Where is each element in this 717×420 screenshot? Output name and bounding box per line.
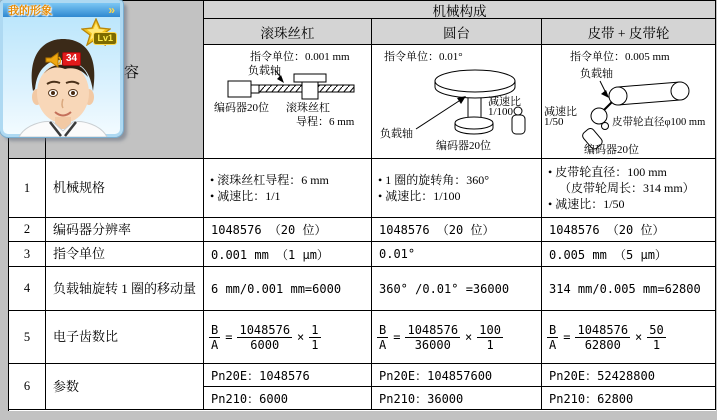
- gear-ratio-cell-belt-pulley: [542, 311, 716, 364]
- row-number: 1: [9, 159, 46, 218]
- equals-sign: =: [563, 330, 571, 344]
- gear-a: A: [211, 337, 219, 352]
- content-header-partial-text: 容: [124, 65, 140, 81]
- row-number: 2: [9, 218, 46, 242]
- level-badge: Lv1: [93, 32, 117, 45]
- row-number: 5: [9, 311, 46, 364]
- avatar-title: 我的形象: [8, 5, 52, 17]
- equals-sign: =: [393, 330, 401, 344]
- travel-cell: 314 mm/0.005 mm=62800: [542, 267, 716, 311]
- gear-ratio-cell-round-table: [372, 311, 542, 364]
- fraction-denominator: 1: [652, 337, 661, 352]
- ball-screw-encoder-label: 编码器20位: [214, 102, 269, 114]
- spec-line: • 1 圈的旋转角：360°: [378, 173, 490, 187]
- travel-cell: 6 mm/0.001 mm=6000: [204, 267, 372, 311]
- gear-main-fraction: [237, 323, 292, 352]
- round-table-reduction-value: 1/100: [488, 106, 514, 118]
- round-table-unit-label: 指令单位：0.01°: [384, 51, 463, 63]
- ball-screw-unit-label: 指令单位：0.001 mm: [250, 51, 350, 63]
- gear-b: B: [211, 322, 219, 337]
- motor-body-shape: [512, 115, 525, 134]
- small-pulley-shape: [591, 108, 607, 124]
- gear-a: A: [379, 337, 387, 352]
- avatar-titlebar[interactable]: [3, 3, 120, 17]
- spec-cell-ball-screw: [204, 159, 372, 218]
- gear-a: A: [549, 337, 557, 352]
- table-title: 机械构成: [204, 1, 716, 19]
- travel-cell: 360° /0.01° =36000: [372, 267, 542, 311]
- fraction-numerator: 1048576: [577, 322, 629, 337]
- belt-load-label: 负载轴: [580, 68, 613, 80]
- belt-unit-label: 指令单位：0.005 mm: [570, 51, 670, 63]
- column-header-belt-pulley: 皮带 + 皮带轮: [542, 19, 716, 45]
- fraction-denominator: 62800: [584, 337, 621, 352]
- row-number: 6: [9, 364, 46, 410]
- row-number: 3: [9, 242, 46, 267]
- spec-line: • 滚珠丝杠导程：6 mm: [210, 173, 329, 187]
- motor-encoder-shape: [228, 81, 251, 97]
- belt-reduction-label: 减速比: [544, 106, 577, 118]
- diagram-round-table: [372, 45, 542, 159]
- unit-cell: 0.01°: [372, 242, 542, 267]
- gear-mult-fraction: [477, 323, 503, 352]
- resolution-cell: 1048576 （20 位）: [542, 218, 716, 242]
- spec-line: • 减速比：1/50: [548, 197, 625, 211]
- horn-icon: [45, 52, 63, 69]
- left-iris: [51, 91, 55, 95]
- spec-line: （皮带轮周长：314 mm）: [559, 181, 695, 195]
- row-label: 编码器分辨率: [46, 218, 204, 242]
- motor-knob-shape: [602, 123, 609, 130]
- gear-main-fraction: [575, 323, 630, 352]
- belt-top-line: [618, 82, 680, 87]
- belt-reduction-value: 1/50: [544, 116, 564, 128]
- right-roller-shape: [671, 82, 689, 100]
- column-header-round-table: 圆台: [372, 19, 542, 45]
- fraction-denominator: 1: [486, 337, 494, 352]
- ball-screw-load-label: 负载轴: [248, 65, 281, 77]
- ball-screw-name-label: 滚珠丝杠: [286, 102, 330, 114]
- gear-ratio-cell-ball-screw: [204, 311, 372, 364]
- spec-line: • 皮带轮直径：100 mm: [548, 165, 667, 179]
- row-number: 4: [9, 267, 46, 311]
- resolution-cell: 1048576 （20 位）: [372, 218, 542, 242]
- pn20e-cell: Pn20E：52428800: [542, 364, 716, 387]
- fraction-numerator: 50: [649, 322, 664, 337]
- fraction-denominator: 1: [311, 337, 319, 352]
- gear-b: B: [379, 322, 387, 337]
- pn20e-cell: Pn20E：1048576: [204, 364, 372, 387]
- gear-main-fraction: [405, 323, 460, 352]
- spec-cell-belt-pulley: [542, 159, 716, 218]
- round-table-load-label: 负载轴: [380, 128, 413, 140]
- row-label: 参数: [46, 364, 204, 410]
- face-shape: [37, 63, 89, 123]
- base-top-shape: [455, 117, 493, 129]
- belt-encoder-label: 编码器20位: [584, 144, 639, 156]
- times-sign: ×: [635, 330, 643, 344]
- gear-lhs-fraction: [547, 323, 558, 352]
- round-table-reduction-label: 减速比: [488, 96, 521, 108]
- unit-cell: 0.005 mm （5 μm）: [542, 242, 716, 267]
- ball-screw-lead-label: 导程：6 mm: [296, 116, 355, 128]
- gear-mult-fraction: [647, 323, 665, 352]
- fraction-numerator: 1: [311, 322, 319, 337]
- fraction-denominator: 36000: [414, 337, 451, 352]
- avatar-widget[interactable]: [0, 0, 123, 137]
- row-label: 负载轴旋转 1 圈的移动量: [46, 267, 204, 311]
- unit-cell: 0.001 mm （1 μm）: [204, 242, 372, 267]
- gear-lhs-fraction: [209, 323, 220, 352]
- expand-chevrons-icon[interactable]: »: [108, 3, 115, 17]
- times-sign: ×: [297, 330, 305, 344]
- equals-sign: =: [225, 330, 233, 344]
- nut-stem-shape: [302, 82, 318, 99]
- diagram-ball-screw: [204, 45, 372, 159]
- load-axis-arrowhead: [601, 90, 609, 98]
- fraction-numerator: 1048576: [407, 322, 459, 337]
- gear-lhs-fraction: [377, 323, 388, 352]
- spec-line: • 减速比：1/100: [378, 189, 461, 203]
- belt-bottom-line: [618, 100, 680, 105]
- pn20e-cell: Pn20E：104857600: [372, 364, 542, 387]
- row-label: 电子齿数比: [46, 311, 204, 364]
- pn210-cell: Pn210：6000: [204, 387, 372, 410]
- row-label: 指令单位: [46, 242, 204, 267]
- right-iris: [71, 91, 75, 95]
- pn210-cell: Pn210：36000: [372, 387, 542, 410]
- belt-pulley-dia-label: 皮带轮直径φ100 mm: [612, 117, 706, 128]
- diagram-belt-pulley: [542, 45, 716, 159]
- fraction-denominator: 6000: [250, 337, 280, 352]
- disc-top-shape: [435, 70, 515, 92]
- column-header-ball-screw: 滚珠丝杠: [204, 19, 372, 45]
- fraction-numerator: 1048576: [239, 322, 291, 337]
- nut-bar-shape: [294, 74, 326, 82]
- count-badge: 34: [62, 52, 81, 66]
- round-table-encoder-label: 编码器20位: [436, 140, 491, 152]
- coupling-shape: [251, 85, 259, 93]
- times-sign: ×: [465, 330, 473, 344]
- gear-b: B: [549, 322, 557, 337]
- spec-line: • 减速比：1/1: [210, 189, 281, 203]
- fraction-numerator: 100: [479, 322, 501, 337]
- gear-mult-fraction: [309, 323, 320, 352]
- resolution-cell: 1048576 （20 位）: [204, 218, 372, 242]
- pn210-cell: Pn210：62800: [542, 387, 716, 410]
- row-label: 机械规格: [46, 159, 204, 218]
- spec-cell-round-table: [372, 159, 542, 218]
- pulley-shaft-line: [604, 102, 612, 110]
